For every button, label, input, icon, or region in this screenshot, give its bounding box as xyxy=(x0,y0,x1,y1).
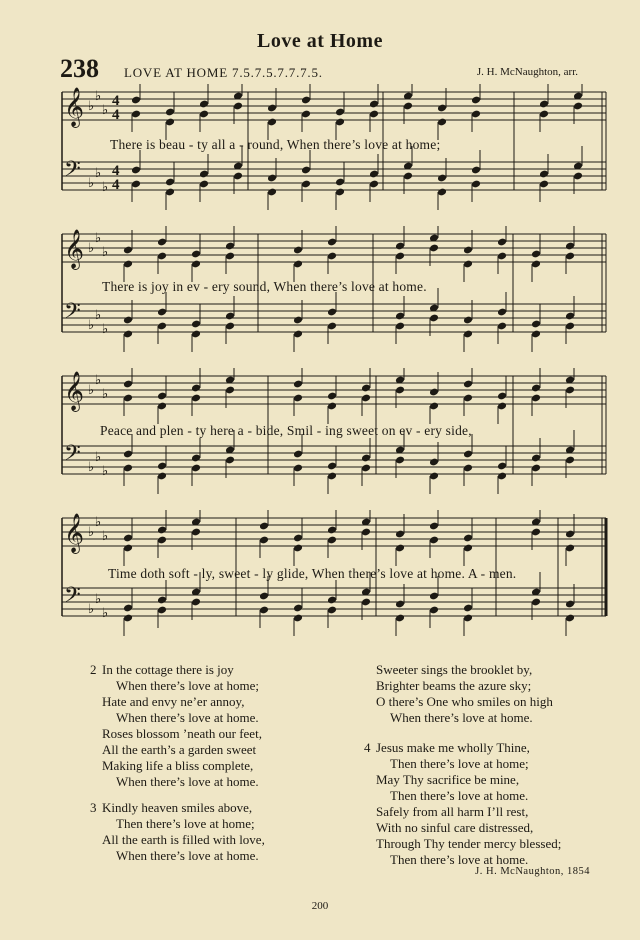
lyrics-line-2: There is joy in ev - ery sound, When there’s love at home. xyxy=(102,279,427,294)
flat-icon: ♭ xyxy=(95,230,102,245)
flat-icon: ♭ xyxy=(88,601,95,616)
treble-clef-icon: 𝄞 xyxy=(64,371,85,411)
flat-icon: ♭ xyxy=(102,179,109,194)
lyrics-line-3: Peace and plen - ty here a - bide, Smil - ing sweet on ev - ery side, xyxy=(100,423,472,438)
flat-icon: ♭ xyxy=(102,244,109,259)
verse-3 xyxy=(90,800,265,864)
flat-icon: ♭ xyxy=(102,102,109,117)
verse-line: When there’s love at home. xyxy=(116,710,259,725)
verse-line: Kindly heaven smiles above, xyxy=(102,800,253,815)
hymn-title: Love at Home xyxy=(257,30,383,52)
flat-icon: ♭ xyxy=(102,463,109,478)
flat-icon: ♭ xyxy=(95,591,102,606)
lyrics-line-4: Time doth soft - ly, sweet - ly glide, When there’s love at home. A - men. xyxy=(108,566,517,581)
time-signature: 4 xyxy=(112,93,120,109)
flat-icon: ♭ xyxy=(95,372,102,387)
flat-icon: ♭ xyxy=(88,317,95,332)
verse-line: Roses blossom ’neath our feet, xyxy=(102,726,262,741)
verse-line: Then there’s love at home. xyxy=(390,788,529,803)
verse-line: When there’s love at home. xyxy=(116,774,259,789)
tune-name: LOVE AT HOME 7.5.7.5.7.7.7.5. xyxy=(124,65,323,80)
flat-icon: ♭ xyxy=(102,321,109,336)
page-number: 200 xyxy=(311,900,329,912)
flat-icon: ♭ xyxy=(88,524,95,539)
flat-icon: ♭ xyxy=(95,449,102,464)
treble-clef-icon: 𝄞 xyxy=(64,87,85,127)
verse-line: Sweeter sings the brooklet by, xyxy=(376,662,533,677)
verse-line: When there’s love at home. xyxy=(390,710,533,725)
verse-line: Then there’s love at home; xyxy=(116,816,255,831)
flat-icon: ♭ xyxy=(88,175,95,190)
verse-line: All the earth’s a garden sweet xyxy=(102,742,257,757)
time-signature: 4 xyxy=(112,177,120,193)
time-signature: 4 xyxy=(112,107,120,123)
verse-4 xyxy=(364,740,562,868)
treble-clef-icon: 𝄞 xyxy=(64,513,85,553)
verse-line: When there’s love at home; xyxy=(116,678,259,693)
hymn-number: 238 xyxy=(60,54,99,83)
verse-3-continued xyxy=(376,662,553,726)
verse-number: 4 xyxy=(364,740,371,755)
flat-icon: ♭ xyxy=(95,165,102,180)
flat-icon: ♭ xyxy=(88,459,95,474)
bass-clef-icon: 𝄢 xyxy=(64,441,81,471)
flat-icon: ♭ xyxy=(95,307,102,322)
verse-line: When there’s love at home. xyxy=(116,848,259,863)
verse-line: Making life a bliss complete, xyxy=(102,758,254,773)
verse-line: All the earth is filled with love, xyxy=(102,832,265,847)
verse-line: Then there’s love at home. xyxy=(390,852,529,867)
verse-line: Jesus make me wholly Thine, xyxy=(376,740,530,755)
flat-icon: ♭ xyxy=(95,88,102,103)
verse-line: Brighter beams the azure sky; xyxy=(376,678,532,693)
verse-line: Then there’s love at home; xyxy=(390,756,529,771)
verse-line: O there’s One who smiles on high xyxy=(376,694,553,709)
lyrics-line-1: There is beau - ty all a - round, When there’s love at home; xyxy=(110,137,441,152)
flat-icon: ♭ xyxy=(102,386,109,401)
verse-line: With no sinful care distressed, xyxy=(376,820,534,835)
verse-line: Safely from all harm I’ll rest, xyxy=(376,804,529,819)
verse-number: 2 xyxy=(90,662,97,677)
author-credit: J. H. McNaughton, 1854 xyxy=(475,866,590,877)
verse-line: Through Thy tender mercy blessed; xyxy=(376,836,562,851)
treble-clef-icon: 𝄞 xyxy=(64,229,85,269)
bass-clef-icon: 𝄢 xyxy=(64,583,81,613)
verse-number: 3 xyxy=(90,800,97,815)
time-signature: 4 xyxy=(112,163,120,179)
flat-icon: ♭ xyxy=(102,605,109,620)
flat-icon: ♭ xyxy=(102,528,109,543)
verse-line: May Thy sacrifice be mine, xyxy=(376,772,520,787)
bass-clef-icon: 𝄢 xyxy=(64,299,81,329)
verse-line: Hate and envy ne’er annoy, xyxy=(102,694,245,709)
flat-icon: ♭ xyxy=(88,240,95,255)
flat-icon: ♭ xyxy=(88,98,95,113)
flat-icon: ♭ xyxy=(88,382,95,397)
verse-line: In the cottage there is joy xyxy=(102,662,234,677)
composer-credit: J. H. McNaughton, arr. xyxy=(476,66,578,78)
verse-2 xyxy=(90,662,262,790)
bass-clef-icon: 𝄢 xyxy=(64,157,81,187)
flat-icon: ♭ xyxy=(95,514,102,529)
